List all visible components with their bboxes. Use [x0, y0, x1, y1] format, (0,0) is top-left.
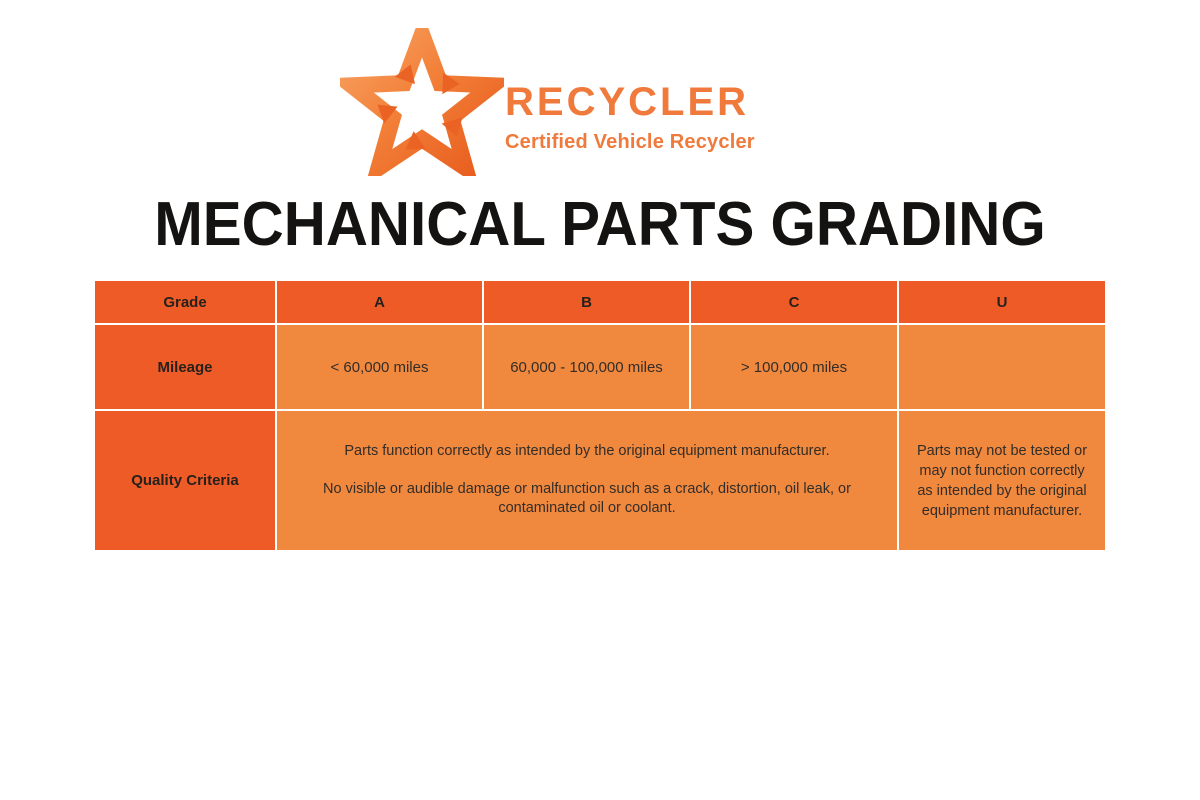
quality-abc-paragraph-1: Parts function correctly as intended by the original equipment manufacturer.: [344, 443, 830, 460]
quality-cell-u: Parts may not be tested or may not function correctly as intended by the original equipment manufacturer.: [899, 411, 1105, 550]
mileage-cell-a: < 60,000 miles: [277, 325, 482, 409]
recycler-star-arrows-icon: [340, 28, 504, 176]
header-cell-grade-a: A: [277, 281, 482, 323]
grading-table: [95, 281, 1105, 550]
logo: [340, 26, 760, 176]
mileage-cell-u: [899, 325, 1105, 409]
header-cell-grade: Grade: [95, 281, 275, 323]
row-label-quality-criteria: Quality Criteria: [95, 411, 275, 550]
logo-brand-text: RECYCLER: [505, 80, 750, 124]
mileage-cell-b: 60,000 - 100,000 miles: [484, 325, 689, 409]
header-cell-grade-u: U: [899, 281, 1105, 323]
mileage-cell-c: > 100,000 miles: [691, 325, 897, 409]
logo-text-block: [505, 82, 760, 154]
page-title: MECHANICAL PARTS GRADING: [154, 190, 1046, 259]
header-cell-grade-b: B: [484, 281, 689, 323]
logo-tagline-text: Certified Vehicle Recycler: [505, 131, 755, 153]
quality-abc-paragraph-2: No visible or audible damage or malfunction such as a crack, distortion, oil leak, or contaminated oil or coolant.: [323, 480, 851, 517]
row-label-mileage: Mileage: [95, 325, 275, 409]
header-cell-grade-c: C: [691, 281, 897, 323]
quality-cell-abc: [277, 411, 897, 550]
